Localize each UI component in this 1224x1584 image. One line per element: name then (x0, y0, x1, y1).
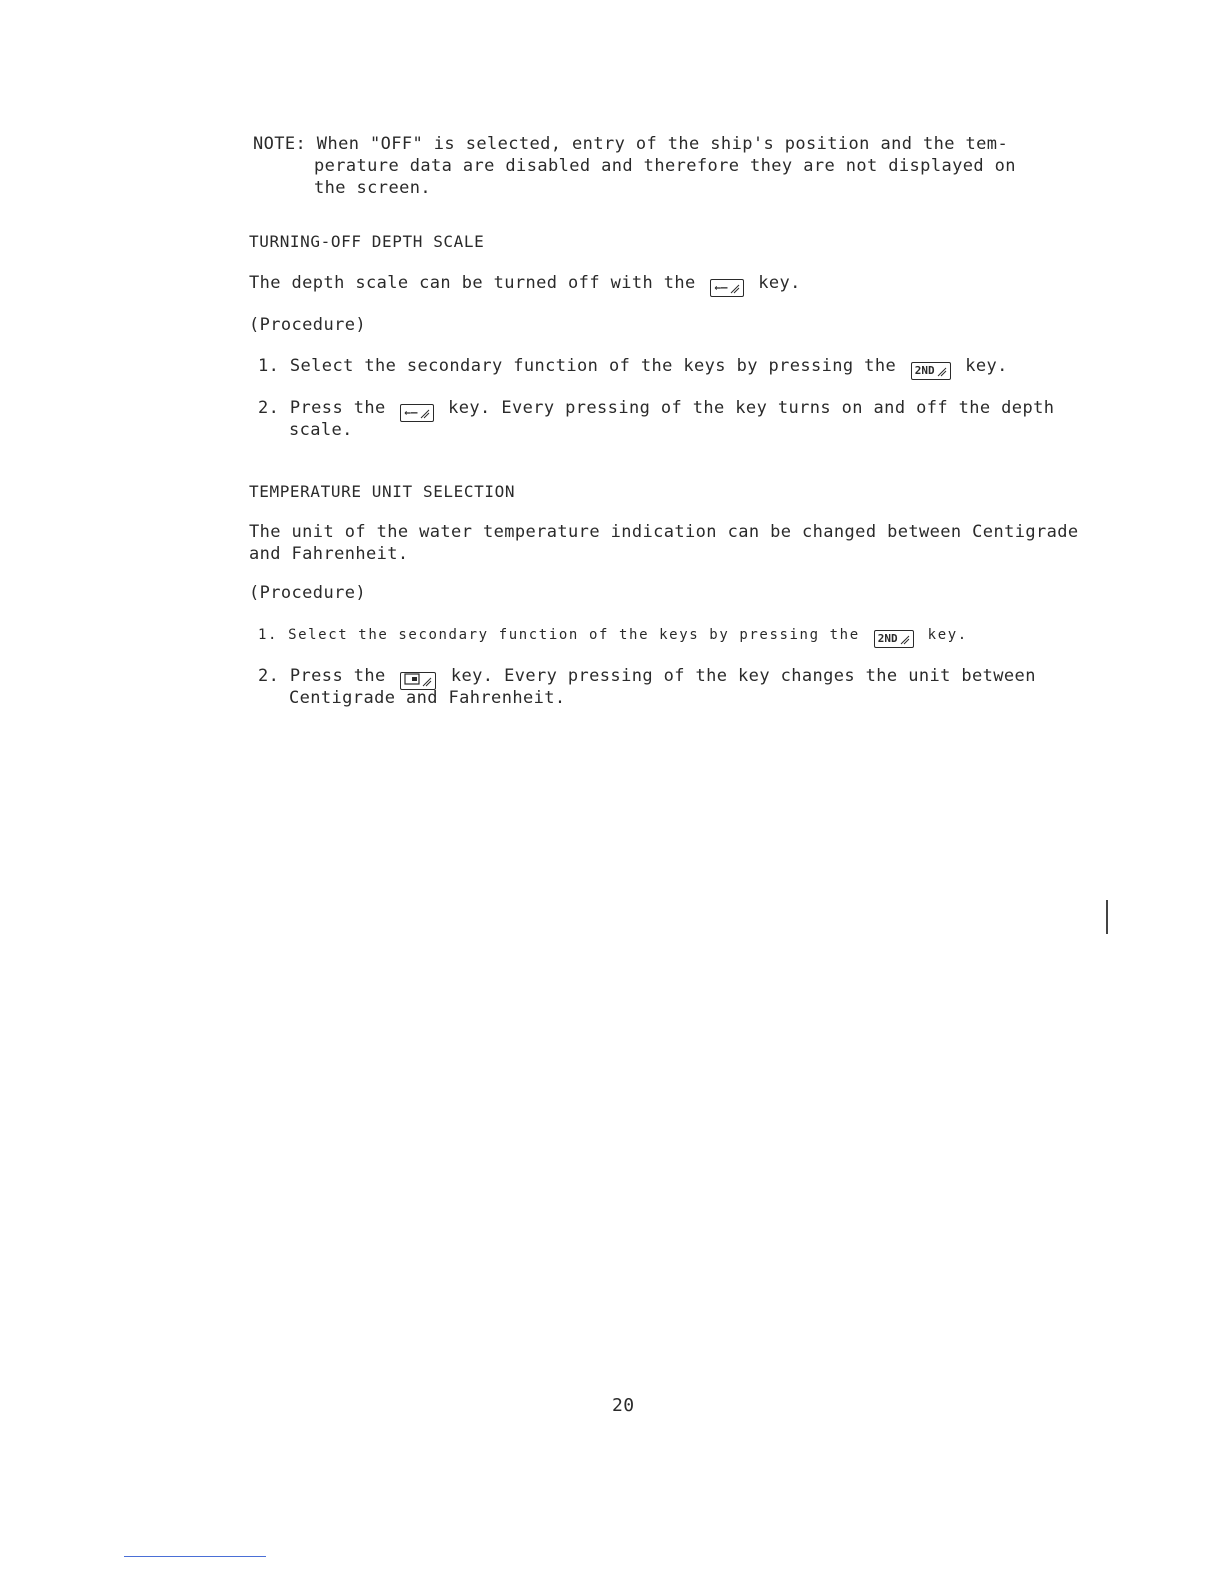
depth-scale-intro (249, 272, 801, 297)
depth-scale-intro-text: The depth scale can be turned off with the (249, 273, 696, 293)
depth-step-1 (258, 355, 1008, 380)
left-arrow-key-icon: ←— (400, 404, 433, 422)
temperature-intro-line-2: and Fahrenheit. (249, 544, 409, 564)
margin-change-bar (1106, 900, 1108, 934)
depth-step-1-suffix: key. (965, 356, 1008, 376)
temperature-step-2-text: 2. Press the (258, 666, 386, 686)
depth-step-1-text: 1. Select the secondary function of the keys by pressing the (258, 356, 897, 376)
depth-step-2 (258, 397, 1054, 422)
procedure-label-2: (Procedure) (249, 583, 366, 603)
temperature-step-1-text: 1. Select the secondary function of the keys by pressing the (258, 627, 860, 643)
temperature-intro-line-1: The unit of the water temperature indication can be changed between Centigrade (249, 522, 1079, 542)
note-line-2: perature data are disabled and therefore they are not displayed on (314, 156, 1016, 176)
footer-rule (124, 1556, 266, 1557)
page-number: 20 (612, 1395, 635, 1416)
left-arrow-key-icon: ←— (710, 279, 743, 297)
2nd-key-label: 2ND (914, 364, 935, 377)
temperature-step-1 (258, 624, 968, 648)
temperature-step-2-line-2: Centigrade and Fahrenheit. (289, 688, 566, 708)
note-line-1: NOTE: When "OFF" is selected, entry of the ship's position and the tem- (253, 134, 1009, 154)
2nd-key-icon (911, 362, 951, 380)
section-heading-depth-scale: TURNING-OFF DEPTH SCALE (249, 232, 485, 251)
depth-step-2-suffix: key. Every pressing of the key turns on and off the depth (448, 398, 1055, 418)
temperature-step-2-suffix: key. Every pressing of the key changes the unit between (450, 666, 1036, 686)
depth-scale-intro-suffix: key. (758, 273, 801, 293)
note-line-3: the screen. (314, 178, 431, 198)
section-heading-temperature-unit: TEMPERATURE UNIT SELECTION (249, 482, 516, 501)
2nd-key-label: 2ND (877, 632, 898, 645)
2nd-key-icon (874, 630, 914, 648)
procedure-label-1: (Procedure) (249, 315, 366, 335)
temperature-step-1-suffix: key. (927, 627, 968, 643)
depth-step-2-text: 2. Press the (258, 398, 386, 418)
depth-step-2-line-2: scale. (289, 420, 353, 440)
